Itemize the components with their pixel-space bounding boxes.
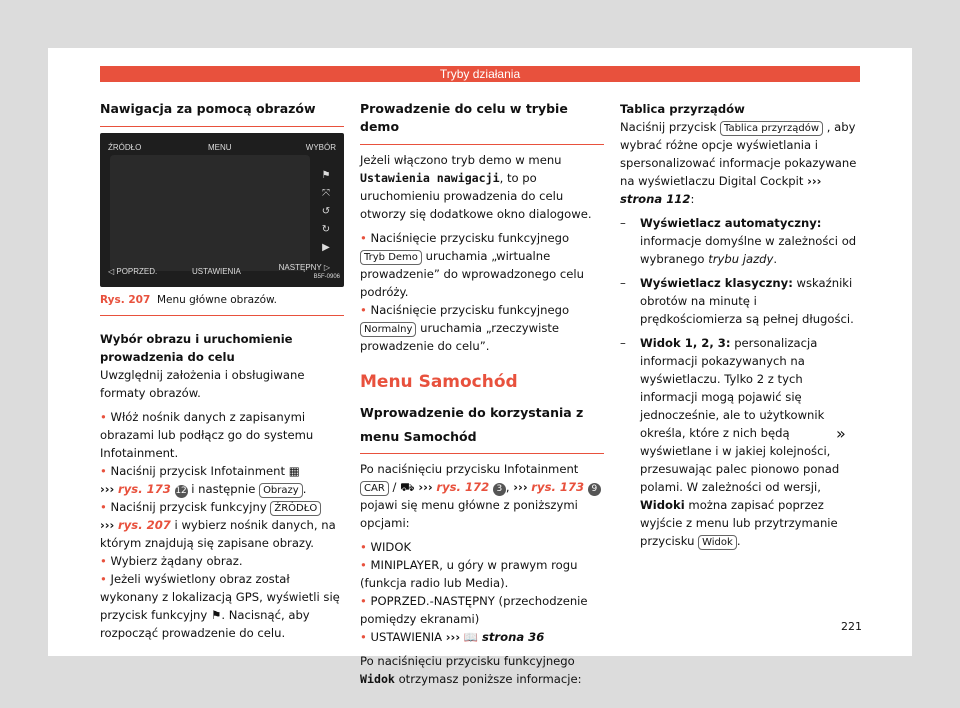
book-icon: 📖 [463,630,479,644]
flag-icon: ⚑ [210,608,222,622]
screen-label: USTAWIENIA [192,267,241,276]
car-button: CAR [360,481,389,496]
normalny-button: Normalny [360,322,416,337]
section-heading: Nawigacja za pomocą obrazów [100,100,344,127]
list-item: • WIDOK [360,540,412,554]
tablica-przyrzadow-button: Tablica przyrządów [720,121,823,136]
list-item: • Włóż nośnik danych z zapisanymi obrazami lub podłącz go do systemu Infotainment. [100,410,314,460]
continued-marker: » [836,424,846,443]
list-item: • USTAWIENIA ››› 📖 strona 36 [360,630,545,644]
column-right [620,100,860,550]
section-heading: Prowadzenie do celu w trybie demo [360,100,604,145]
column-middle [360,100,604,688]
figure-image-menu [100,133,344,287]
column-left [100,100,344,642]
tryb-demo-button: Tryb Demo [360,250,422,265]
list-item: • Naciśnij przycisk Infotainment ▦ ››› rys. 173 12 i następnie Obrazy . [100,464,307,496]
paragraph: Uwzględnij założenia i obsługiwane formaty obrazów. [100,368,305,400]
list-item: – Widok 1, 2, 3: personalizacja informacji pokazywanych na wyświetlaczu. Tylko 2 z tych informacji mogą pojawić się jednocześnie, ale to użytkownik określa, które z nich będą wyświetlane i w jakiej kolejności, przesuwając palec pionowo ponad polami. W zależności od wersji, Widoki można zapisać poprzez wyjście z menu lub przytrzymanie przycisku Widok . [620,334,860,550]
list-item: • Naciśnięcie przycisku funkcyjnego Normalny uruchamia „rzeczywiste prowadzenie do celu”. [360,303,570,353]
screen-side-buttons [314,167,338,257]
play-icon: ▶ [322,242,330,253]
list-item: – Wyświetlacz automatyczny: informacje domyślne w zależności od wybranego trybu jazdy. [620,214,860,268]
fullscreen-icon: ⤧ [322,188,330,199]
zrodlo-button: ŹRÓDŁO [270,501,321,516]
rotate-left-icon: ↺ [321,206,331,217]
list-item: • Naciśnij przycisk funkcyjny ŹRÓDŁO ››› rys. 207 i wybierz nośnik danych, na którym znajdują się zapisane obrazy. [100,500,336,550]
figure-caption: Rys. 207 Menu główne obrazów. [100,291,344,316]
subheading: Wybór obrazu i uruchomienie prowadzenia do celu [100,332,293,364]
screen-label: MENU [208,143,232,152]
widok-button: Widok [698,535,737,550]
paragraph: Jeżeli włączono tryb demo w menu Ustawienia nawigacji, to po uruchomieniu prowadzenia do celu otworzy się dodatkowe okno dialogowe. [360,153,592,221]
image-code: B5F-0906 [313,274,340,280]
list-item: • Jeżeli wyświetlony obraz został wykonany z lokalizacją GPS, wyświetli się przycisk funkcyjny ⚑. Nacisnąć, aby rozpocząć prowadzenie do celu. [100,572,340,640]
section-heading: Wprowadzenie do korzystania z menu Samochód [360,401,604,454]
list-item: • POPRZED.-NASTĘPNY (przechodzenie pomiędzy ekranami) [360,594,588,626]
infotainment-icon: ▦ [288,464,300,478]
page-number: 221 [841,620,862,633]
paragraph: Po naciśnięciu przycisku Infotainment CAR / ⛟ ››› rys. 172 3 , ››› rys. 173 9 pojawi się menu główne z poniższymi opcjami: [360,460,604,532]
chapter-header: Tryby działania [100,66,860,82]
subheading: Tablica przyrządów [620,102,745,116]
list-item: • Wybierz żądany obraz. [100,554,243,568]
list-item: – Wyświetlacz klasyczny: wskaźniki obrotów na minutę i prędkościomierza są pełnej długości. [620,274,860,328]
car-icon: ⛟ [400,480,415,494]
list-item: • MINIPLAYER, u góry w prawym rogu (funkcja radio lub Media). [360,558,578,590]
paragraph: Naciśnij przycisk Tablica przyrządów , aby wybrać różne opcje wyświetlania i spersonalizować informacje pokazywane na wyświetlaczu Digital Cockpit ››› strona 112: [620,120,857,206]
screen-label: WYBÓR [305,143,336,152]
chapter-title: Menu Samochód [360,372,518,392]
screen-label: ◁ POPRZED. [108,267,158,276]
screen-label: ŹRÓDŁO [108,143,142,152]
list-item: • Naciśnięcie przycisku funkcyjnego Tryb Demo uruchamia „wirtualne prowadzenie” do wprowadzonego celu podróży. [360,231,584,299]
screen-label: NASTĘPNY ▷ [278,263,330,272]
rotate-right-icon: ↻ [321,224,331,235]
obrazy-button: Obrazy [259,483,303,498]
screen-image-area [110,155,310,271]
paragraph: Po naciśnięciu przycisku funkcyjnego Widok otrzymasz poniższe informacje: [360,654,582,686]
flag-icon: ⚑ [321,170,331,181]
